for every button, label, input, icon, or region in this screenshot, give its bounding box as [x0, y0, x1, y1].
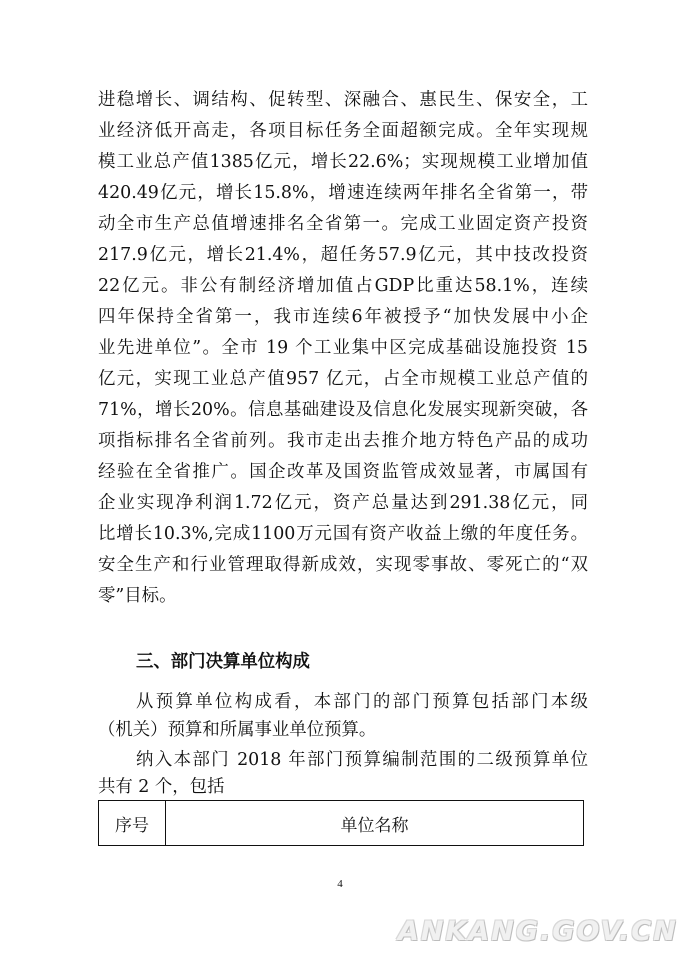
body-line: 进稳增长、调结构、促转型、深融合、惠民生、保安全，工 — [98, 90, 588, 110]
paragraph-line: 共有 2 个，包括 — [98, 777, 225, 797]
body-line: 安全生产和行业管理取得新成效，实现零事故、零死亡的“双 — [98, 555, 588, 575]
budget-units-table — [98, 800, 584, 846]
page-number: 4 — [337, 878, 343, 890]
body-line: 经验在全省推广。国企改革及国资监管成效显著，市属国有 — [98, 462, 588, 482]
paragraph-line: 纳入本部门 2018 年部门预算编制范围的二级预算单位 — [136, 750, 588, 770]
body-line: 企业实现净利润1.72亿元，资产总量达到291.38亿元，同 — [98, 493, 588, 513]
site-watermark: ANKANG.GOV.CN — [398, 916, 678, 947]
body-line: 项指标排名全省前列。我市走出去推介地方特色产品的成功 — [98, 431, 588, 451]
body-line: 420.49亿元，增长15.8%，增速连续两年排名全省第一，带 — [98, 183, 588, 203]
body-line: 业经济低开高走，各项目标任务全面超额完成。全年实现规 — [98, 121, 588, 141]
body-line: 71%，增长20%。信息基础建设及信息化发展实现新突破，各 — [98, 400, 588, 420]
body-line: 业先进单位”。全市 19 个工业集中区完成基础设施投资 15 — [98, 338, 588, 358]
column-header-unit-name: 单位名称 — [166, 801, 584, 846]
body-line: 亿元，实现工业总产值957 亿元，占全市规模工业总产值的 — [98, 369, 588, 389]
body-line: 动全市生产总值增速排名全省第一。完成工业固定资产投资 — [98, 214, 588, 234]
body-line: 比增长10.3%,完成1100万元国有资产收益上缴的年度任务。 — [98, 524, 588, 544]
paragraph-line: 从预算单位构成看，本部门的部门预算包括部门本级 — [136, 692, 588, 712]
table-header-row — [99, 801, 584, 846]
body-line: 四年保持全省第一，我市连续6年被授予“加快发展中小企 — [98, 307, 588, 327]
paragraph-line: （机关）预算和所属事业单位预算。 — [98, 720, 377, 740]
section-heading: 三、部门决算单位构成 — [136, 652, 310, 672]
body-line: 零”目标。 — [98, 586, 177, 606]
body-line: 217.9亿元，增长21.4%，超任务57.9亿元，其中技改投资 — [98, 245, 588, 265]
body-line: 22亿元。非公有制经济增加值占GDP比重达58.1%，连续 — [98, 276, 588, 296]
body-line: 模工业总产值1385亿元，增长22.6%；实现规模工业增加值 — [98, 152, 588, 172]
column-header-index: 序号 — [99, 801, 166, 846]
